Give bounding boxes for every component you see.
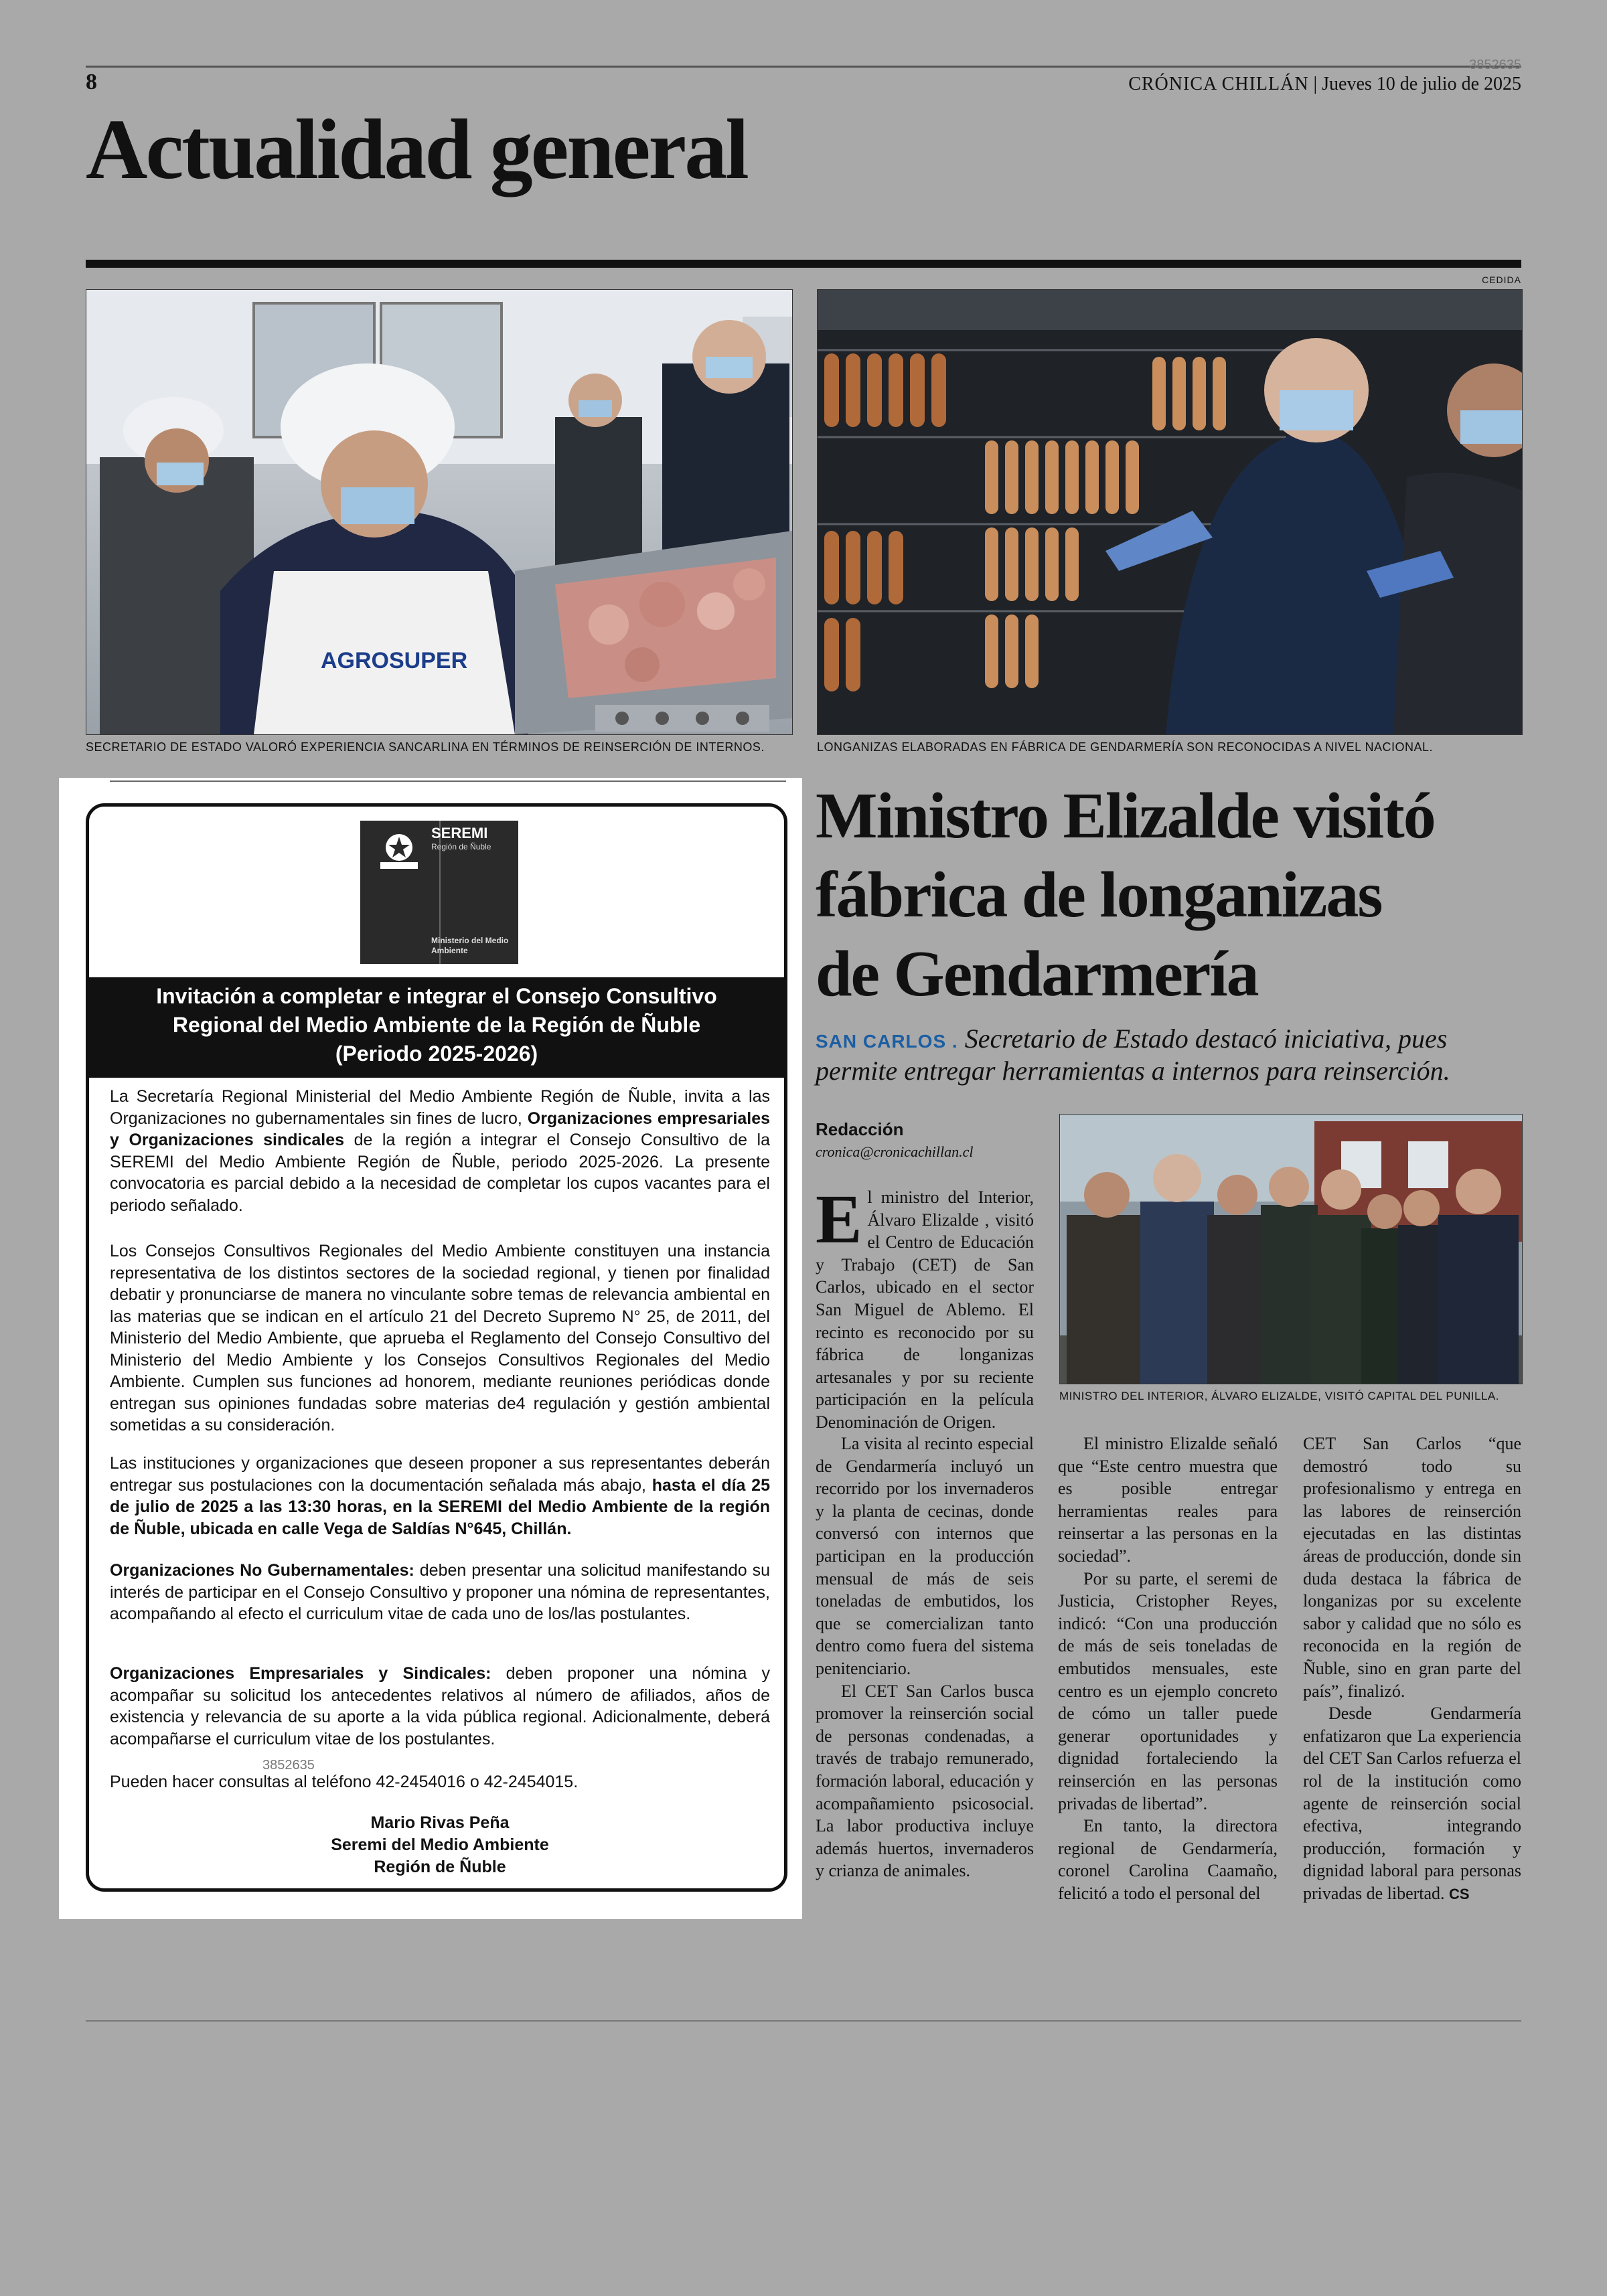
ad-signature [110, 1812, 770, 1878]
article-col2-para-1: El ministro Elizalde señaló que “Este centro muestra que es posible entregar herramientas reales para reinsertar a las personas en la sociedad”. [1058, 1434, 1278, 1566]
page-number: 8 [86, 70, 97, 94]
ad-p5-label: Organizaciones Empresariales y Sindicales: [110, 1664, 491, 1683]
ad-p1-text-end: de la región a integrar el Consejo Consultivo de la SEREMI del Medio Ambiente Región de Ñuble, periodo 2025-2026. La presente convocatoria es parcial debido a la necesidad de completar los cupos vacantes para el periodo señalado. [110, 1131, 770, 1215]
photo-group-image [1060, 1115, 1522, 1384]
publication-name: CRÓNICA CHILLÁN [1128, 74, 1309, 94]
section-rule [86, 260, 1521, 268]
article-col2-para-3: En tanto, la directora regional de Gendarmería, coronel Carolina Caamaño, felicitó a todo el personal del [1058, 1816, 1278, 1903]
ad-banner-line-3: (Periodo 2025-2026) [335, 1042, 538, 1066]
photo-factory-workers [86, 289, 793, 735]
ad-paragraph-4 [110, 1560, 770, 1625]
bottom-rule [86, 2020, 1521, 2022]
article-column-2 [1058, 1432, 1278, 1904]
byline: Redacción [816, 1119, 904, 1139]
logo-ministry: Ministerio del Medio Ambiente [431, 936, 509, 955]
ad-top-rule [110, 781, 786, 782]
ad-banner-line-1: Invitación a completar e integrar el Consejo Consultivo [156, 984, 717, 1008]
headline-line-2: fábrica de longanizas [816, 859, 1382, 931]
signer-region: Región de Ñuble [374, 1858, 506, 1876]
photo-group-caption: MINISTRO DEL INTERIOR, ÁLVARO ELIZALDE, VISITÓ CAPITAL DEL PUNILLA. [1059, 1390, 1499, 1402]
coat-of-arms-icon [372, 827, 426, 874]
article-col2-para-2: Por su parte, el seremi de Justicia, Cristopher Reyes, indicó: “Con una producción de más de seis toneladas de embutidos mensuales, este centro es un ejemplo concreto de cómo un taller puede generar oportunidades y dignidad fortaleciendo la reinserción en las personas privadas de libertad”. [1058, 1568, 1278, 1813]
signer-name: Mario Rivas Peña [370, 1813, 510, 1832]
article-column-1-lower [816, 1432, 1034, 1882]
article-col1-para-1 [816, 1181, 1034, 1434]
article-headline [816, 776, 1525, 1013]
logo-title: SEREMI [431, 825, 488, 841]
deck-text: Secretario de Estado destacó iniciativa, pues permite entregar herramientas a internos para reinserción. [816, 1023, 1450, 1086]
ad-p4-label: Organizaciones No Gubernamentales: [110, 1561, 414, 1580]
top-rule [86, 66, 1521, 68]
headline-line-3: de Gendarmería [816, 938, 1258, 1010]
article-col1-para-3: El CET San Carlos busca promover la reinserción social de personas condenadas, a través de trabajo remunerado, formación laboral, educación y acompañamiento psicosocial. La labor productiva incluye además huertos, invernaderos y crianza de animales. [816, 1681, 1034, 1881]
seremi-logo [360, 821, 518, 964]
article-col1-para-1-text: l ministro del Interior, Álvaro Elizalde , visitó el Centro de Educación y Trabajo (CET) de San Carlos, ubicado en el sector San Miguel de Ablemo. El recinto es reconocido por su fábrica de longanizas artesanales y por su reciente participación en la película Denominación de Origen. [816, 1187, 1034, 1432]
apron-logo: AGROSUPER [321, 648, 468, 673]
photo-credit: CEDIDA [1482, 274, 1521, 285]
logo-region: Región de Ñuble [431, 842, 491, 851]
ad-p3-bold: hasta el día 25 de julio de 2025 a las 13:30 horas, en la SEREMI del Medio Ambiente de la región de Ñuble, ubicada en calle Vega de Saldías N°645, Chillán. [110, 1475, 770, 1538]
photo-sausage-factory-image [818, 290, 1522, 734]
byline-email: cronica@cronicachillan.cl [816, 1143, 974, 1160]
ad-paragraph-3 [110, 1453, 770, 1540]
article-column-3 [1303, 1432, 1521, 1904]
article-column-1 [816, 1181, 1034, 1434]
ad-paragraph-1 [110, 1086, 770, 1216]
ad-banner-line-2: Regional del Medio Ambiente de la Región de Ñuble [172, 1013, 701, 1037]
photo-factory-workers-image [86, 290, 792, 734]
article-deck [816, 1023, 1525, 1087]
headline-line-1: Ministro Elizalde visitó [816, 780, 1435, 852]
print-stamp: 3852635 [1469, 58, 1521, 72]
photo-right-caption: LONGANIZAS ELABORADAS EN FÁBRICA DE GENDARMERÍA SON RECONOCIDAS A NIVEL NACIONAL. [817, 740, 1434, 754]
ad-contact: Pueden hacer consultas al teléfono 42-2454016 o 42-2454015. [110, 1773, 579, 1791]
article-col3-para-2-text: Desde Gendarmería enfatizaron que La experiencia del CET San Carlos refuerza el rol de la institución como agente de reinserción social efectiva, integrando producción, formación y dignidad laboral para personas privadas de libertad. [1303, 1704, 1521, 1903]
end-mark-icon: CS [1449, 1885, 1470, 1902]
ad-p3-text: Las instituciones y organizaciones que deseen proponer a sus representantes deberán entregar sus postulaciones con la documentación señalada más abajo, [110, 1454, 770, 1495]
section-title: Actualidad general [86, 102, 747, 197]
photo-sausage-factory [817, 289, 1523, 735]
ad-banner [89, 977, 784, 1078]
ad-paragraph-2: Los Consejos Consultivos Regionales del Medio Ambiente constituyen una instancia representativa de los distintos sectores de la sociedad regional, y tienen por finalidad debatir y pronunciarse de manera no vinculante sobre temas de relevancia ambiental en las materias que se indican en el artículo 21 del Decreto Supremo N° 25, de 2011, del Ministerio del Medio Ambiente, que aprueba el Reglamento del Consejo Consultivo del Ministerio del Medio Ambiente y los Consejos Consultivos Regionales del Medio Ambiente. Cumplen sus funciones ad honorem, mediante reuniones periódicas donde entregan sus opiniones fundadas sobre materias de4 regulación y gestión ambiental sometidas a su consideración. [110, 1242, 770, 1434]
masthead: CRÓNICA CHILLÁN | Jueves 10 de julio de 2025 [1128, 74, 1521, 94]
issue-date: Jueves 10 de julio de 2025 [1322, 74, 1521, 94]
article-col1-para-2: La visita al recinto especial de Gendarmería incluyó un recorrido por los invernaderos y la planta de cecinas, donde conversó con internos que participan en la producción mensual de más de seis toneladas de embutidos, los que se comercializan tanto dentro como fuera del sistema penitenciario. [816, 1434, 1034, 1678]
drop-cap: E [816, 1181, 862, 1258]
ad-p5-text: deben proponer una nómina y acompañar su solicitud los antecedentes relativos al número de afiliados, años de existencia y relevancia de su aporte a la vida pública regional. Adicionalmente, deberá acompañarse el curriculum vitae de los postulantes. [110, 1664, 771, 1748]
ad-p1-text: La Secretaría Regional Ministerial del Medio Ambiente Región de Ñuble, invita a las Organizaciones no gubernamentales sin fines de lucro, [110, 1087, 770, 1128]
ad-p4-text: deben presentar una solicitud manifestando su interés de participar en el Consejo Consultivo y proponer una nómina de representantes, acompañando al efecto el curriculum vitae de cada uno de los/las postulantes. [110, 1561, 770, 1623]
ad-stamp: 3852635 [262, 1758, 315, 1773]
article-col3-para-1: CET San Carlos “que demostró todo su profesionalismo y entrega en las labores de reinserción ejecutadas en las distintas áreas de producción, donde sin duda destaca la fábrica de longanizas por su excelente sabor y calidad que no sólo es reconocida en la región de Ñuble, sino en gran parte del país”, finalizó. [1303, 1434, 1521, 1701]
ad-p1-bold: Organizaciones empresariales y Organizaciones sindicales [110, 1109, 771, 1149]
ad-paragraph-5 [110, 1663, 770, 1750]
dateline: SAN CARLOS . [816, 1031, 958, 1052]
photo-group [1059, 1114, 1523, 1384]
signer-title: Seremi del Medio Ambiente [331, 1835, 549, 1854]
article-col3-para-2 [1303, 1702, 1521, 1904]
photo-left-caption: SECRETARIO DE ESTADO VALORÓ EXPERIENCIA SANCARLINA EN TÉRMINOS DE REINSERCIÓN DE INTERNOS. [86, 740, 765, 754]
